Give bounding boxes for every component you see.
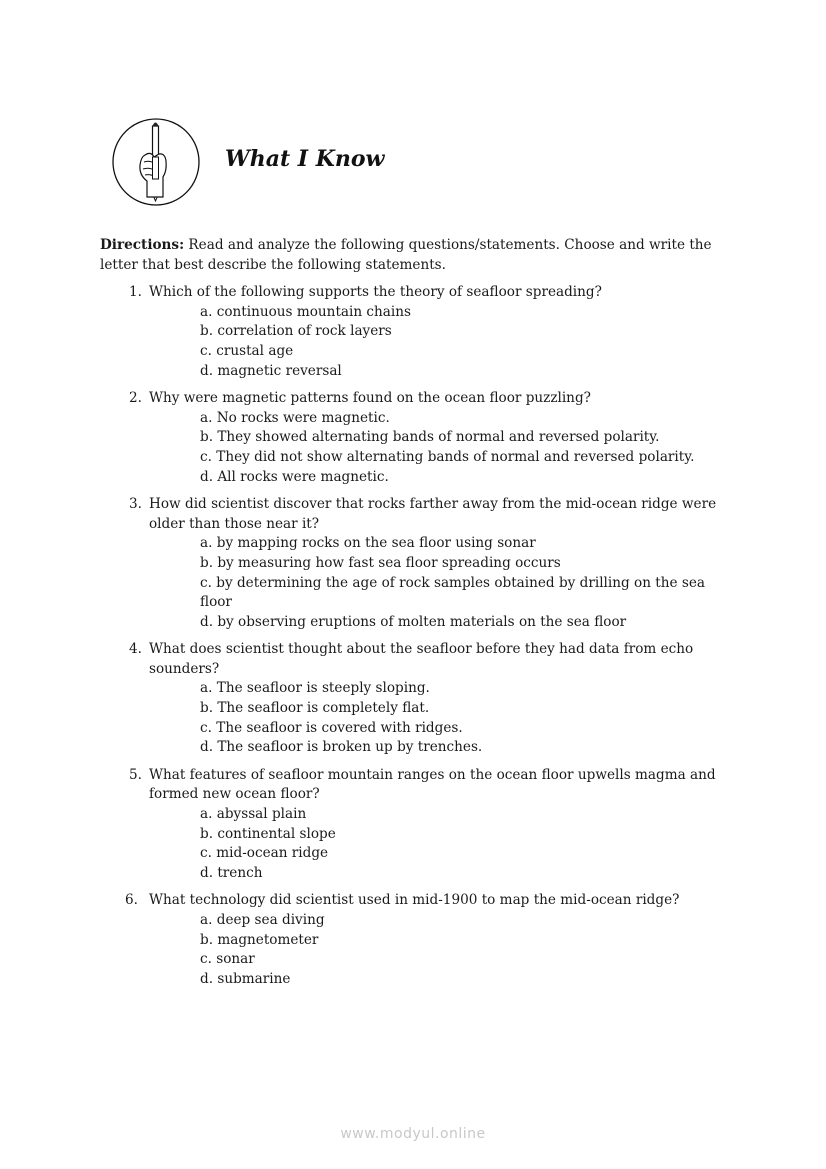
directions-text: Read and analyze the following questions/statements. Choose and write the letter that best describe the following statements.	[100, 237, 712, 273]
hand-holding-pencil-icon	[111, 117, 201, 207]
answer-option: a. No rocks were magnetic.	[200, 409, 390, 426]
question-item	[100, 495, 740, 632]
answer-option: d. The seafloor is broken up by trenches.	[200, 739, 483, 756]
directions-label: Directions:	[100, 237, 185, 253]
answer-options	[149, 409, 740, 487]
answer-option: a. by mapping rocks on the sea floor using sonar	[200, 535, 536, 552]
answer-options	[149, 679, 740, 757]
question-text: What technology did scientist used in mid-1900 to map the mid-ocean ridge?	[149, 892, 680, 909]
question-text: What features of seafloor mountain ranges on the ocean floor upwells magma and formed new ocean floor?	[149, 766, 716, 803]
answer-option: b. continental slope	[200, 825, 336, 842]
answer-option: b. by measuring how fast sea floor spreading occurs	[200, 554, 561, 571]
answer-option: c. sonar	[200, 951, 255, 968]
answer-options	[149, 534, 740, 632]
question-text: How did scientist discover that rocks farther away from the mid-ocean ridge were older than those near it?	[149, 496, 717, 532]
question-number: 3.	[129, 496, 142, 513]
question-text: What does scientist thought about the seafloor before they had data from echo sounders?	[149, 641, 694, 677]
question-item	[100, 283, 740, 381]
answer-option: d. magnetic reversal	[200, 362, 342, 379]
question-text: Why were magnetic patterns found on the ocean floor puzzling?	[149, 390, 591, 407]
question-number: 4.	[129, 641, 142, 658]
answer-option: c. crustal age	[200, 342, 294, 359]
answer-option: b. The seafloor is completely flat.	[200, 700, 430, 717]
question-item	[100, 389, 740, 487]
question-item	[100, 891, 740, 989]
answer-option: b. magnetometer	[200, 931, 319, 948]
answer-option: c. The seafloor is covered with ridges.	[200, 719, 463, 736]
answer-options	[149, 303, 740, 381]
answer-option: d. All rocks were magnetic.	[200, 468, 389, 485]
answer-option: b. correlation of rock layers	[200, 323, 392, 340]
question-number: 5.	[129, 766, 142, 783]
answer-option: d. trench	[200, 864, 263, 881]
answer-option: d. submarine	[200, 970, 291, 987]
answer-option: a. deep sea diving	[200, 912, 325, 928]
answer-options	[149, 805, 740, 883]
answer-option: c. mid-ocean ridge	[200, 845, 329, 862]
directions	[100, 236, 740, 275]
answer-options	[149, 911, 740, 989]
answer-option: c. by determining the age of rock samples obtained by drilling on the sea floor	[200, 574, 705, 611]
question-number: 2.	[129, 390, 142, 407]
question-number: 6.	[125, 892, 138, 909]
question-item	[100, 640, 740, 758]
page-title: What I Know	[225, 146, 385, 172]
question-list	[100, 236, 740, 989]
answer-option: c. They did not show alternating bands of normal and reversed polarity.	[200, 448, 695, 465]
answer-option: b. They showed alternating bands of normal and reversed polarity.	[200, 429, 660, 446]
question-item	[100, 766, 740, 884]
answer-option: d. by observing eruptions of molten materials on the sea floor	[200, 613, 627, 630]
answer-option: a. The seafloor is steeply sloping.	[200, 680, 430, 697]
watermark: www.modyul.online	[340, 1126, 486, 1142]
question-text: Which of the following supports the theory of seafloor spreading?	[149, 284, 602, 301]
answer-option: a. continuous mountain chains	[200, 303, 411, 320]
answer-option: a. abyssal plain	[200, 806, 307, 823]
question-number: 1.	[129, 284, 142, 301]
